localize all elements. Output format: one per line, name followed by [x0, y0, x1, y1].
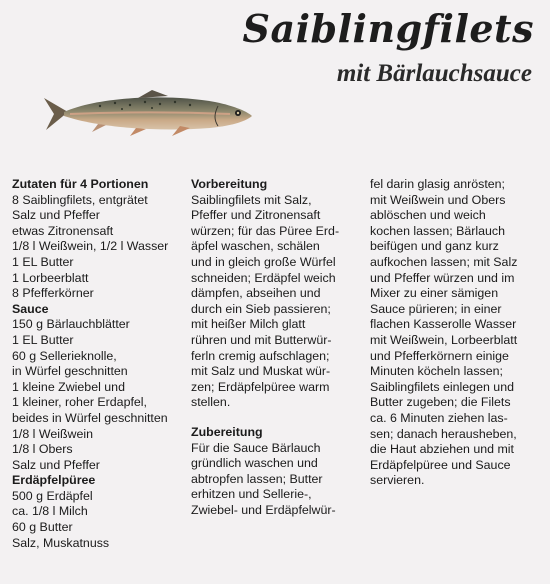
preparation-column-continued [370, 177, 538, 489]
ingredient-item: Salz und Pfeffer [12, 457, 100, 472]
vorbereitung-heading: Vorbereitung [191, 177, 268, 191]
text-line: dämpfen, abseihen und [191, 286, 321, 301]
text-line: beifügen und ganz kurz [370, 239, 499, 254]
text-line: ca. 6 Minuten ziehen las- [370, 410, 508, 425]
recipe-title: Saiblingfilets [242, 6, 534, 51]
ingredient-item: 1/8 l Weißwein, 1/2 l Wasser [12, 239, 169, 254]
text-line: äpfel waschen, schälen [191, 239, 320, 254]
ingredient-item: 1 EL Butter [12, 254, 74, 269]
text-line: erhitzen und Sellerie-, [191, 487, 312, 502]
text-line: kochen lassen; Bärlauch [370, 223, 506, 238]
zubereitung-heading: Zubereitung [191, 424, 263, 439]
text-line: mit heißer Milch glatt [191, 317, 306, 332]
ingredient-item: 8 Pfefferkörner [12, 286, 94, 301]
ingredients-heading: Zutaten für 4 Portionen [12, 177, 149, 191]
text-line: Für die Sauce Bärlauch [191, 440, 321, 455]
text-line: schneiden; Erdäpfel weich [191, 270, 336, 285]
sauce-heading: Sauce [12, 301, 49, 316]
text-line: zen; Erdäpfelpüree warm [191, 379, 330, 394]
text-line: Mixer zu einer sämigen [370, 286, 499, 301]
recipe-subtitle: mit Bärlauchsauce [336, 60, 532, 87]
text-line: und Pfeffer würzen und im [370, 270, 515, 285]
ingredient-item: beides in Würfel geschnitten [12, 410, 168, 425]
trout-image [40, 86, 255, 142]
text-line: abtropfen lassen; Butter [191, 471, 323, 486]
ingredient-item: etwas Zitronensaft [12, 223, 114, 238]
text-line: Erdäpfelpüree und Sauce [370, 457, 511, 472]
ingredient-item: ca. 1/8 l Milch [12, 504, 88, 519]
text-line: sen; danach herausheben, [370, 426, 517, 441]
text-line: Pfeffer und Zitronensaft [191, 208, 321, 223]
text-line: gründlich waschen und [191, 456, 318, 471]
text-line: durch ein Sieb passieren; [191, 301, 331, 316]
text-line: würzen; für das Püree Erd- [191, 223, 340, 238]
ingredient-item: 8 Saiblingfilets, entgrätet [12, 192, 148, 207]
text-line: ablöschen und weich [370, 208, 486, 223]
text-line: Saiblingfilets mit Salz, [191, 192, 312, 207]
text-line: flachen Kasserolle Wasser [370, 317, 517, 332]
ingredient-item: 1/8 l Weißwein [12, 426, 94, 441]
text-line: Zwiebel- und Erdäpfelwür- [191, 502, 336, 517]
puree-heading: Erdäpfelpüree [12, 473, 96, 488]
text-line: Minuten köcheln lassen; [370, 364, 503, 379]
text-line: mit Salz und Muskat wür- [191, 364, 331, 379]
text-line: Sauce pürieren; in einer [370, 301, 502, 316]
text-line: Butter zugeben; die Filets [370, 395, 511, 410]
ingredient-item: 1 kleine Zwiebel und [12, 379, 125, 394]
text-line: servieren. [370, 473, 425, 488]
text-line: Saiblingfilets einlegen und [370, 379, 514, 394]
text-line: ferln cremig aufschlagen; [191, 348, 330, 363]
text-line: und Pfefferkörnern einige [370, 348, 509, 363]
ingredient-item: Salz und Pfeffer [12, 208, 100, 223]
preparation-column [191, 177, 355, 518]
text-line: mit Weißwein und Obers [370, 192, 506, 207]
text-line: rühren und mit Butterwür- [191, 332, 332, 347]
ingredient-item: 1 kleiner, roher Erdapfel, [12, 395, 147, 410]
ingredient-item: Salz, Muskatnuss [12, 535, 110, 550]
ingredient-item: 1 Lorbeerblatt [12, 270, 89, 285]
text-line: mit Weißwein, Lorbeerblatt [370, 332, 518, 347]
text-line: aufkochen lassen; mit Salz [370, 254, 518, 269]
ingredients-column [12, 177, 182, 551]
text-line: stellen. [191, 395, 231, 410]
text-line: die Haut abziehen und mit [370, 442, 514, 457]
ingredient-item: 60 g Sellerieknolle, [12, 348, 117, 363]
ingredient-item: 150 g Bärlauchblätter [12, 317, 130, 332]
ingredient-item: 500 g Erdäpfel [12, 488, 93, 503]
ingredient-item: 60 g Butter [12, 520, 73, 535]
ingredient-item: 1/8 l Obers [12, 442, 73, 457]
text-line: und in gleich große Würfel [191, 254, 336, 269]
text-line: fel darin glasig anrösten; [370, 177, 506, 191]
ingredient-item: in Würfel geschnitten [12, 364, 128, 379]
ingredient-item: 1 EL Butter [12, 332, 74, 347]
